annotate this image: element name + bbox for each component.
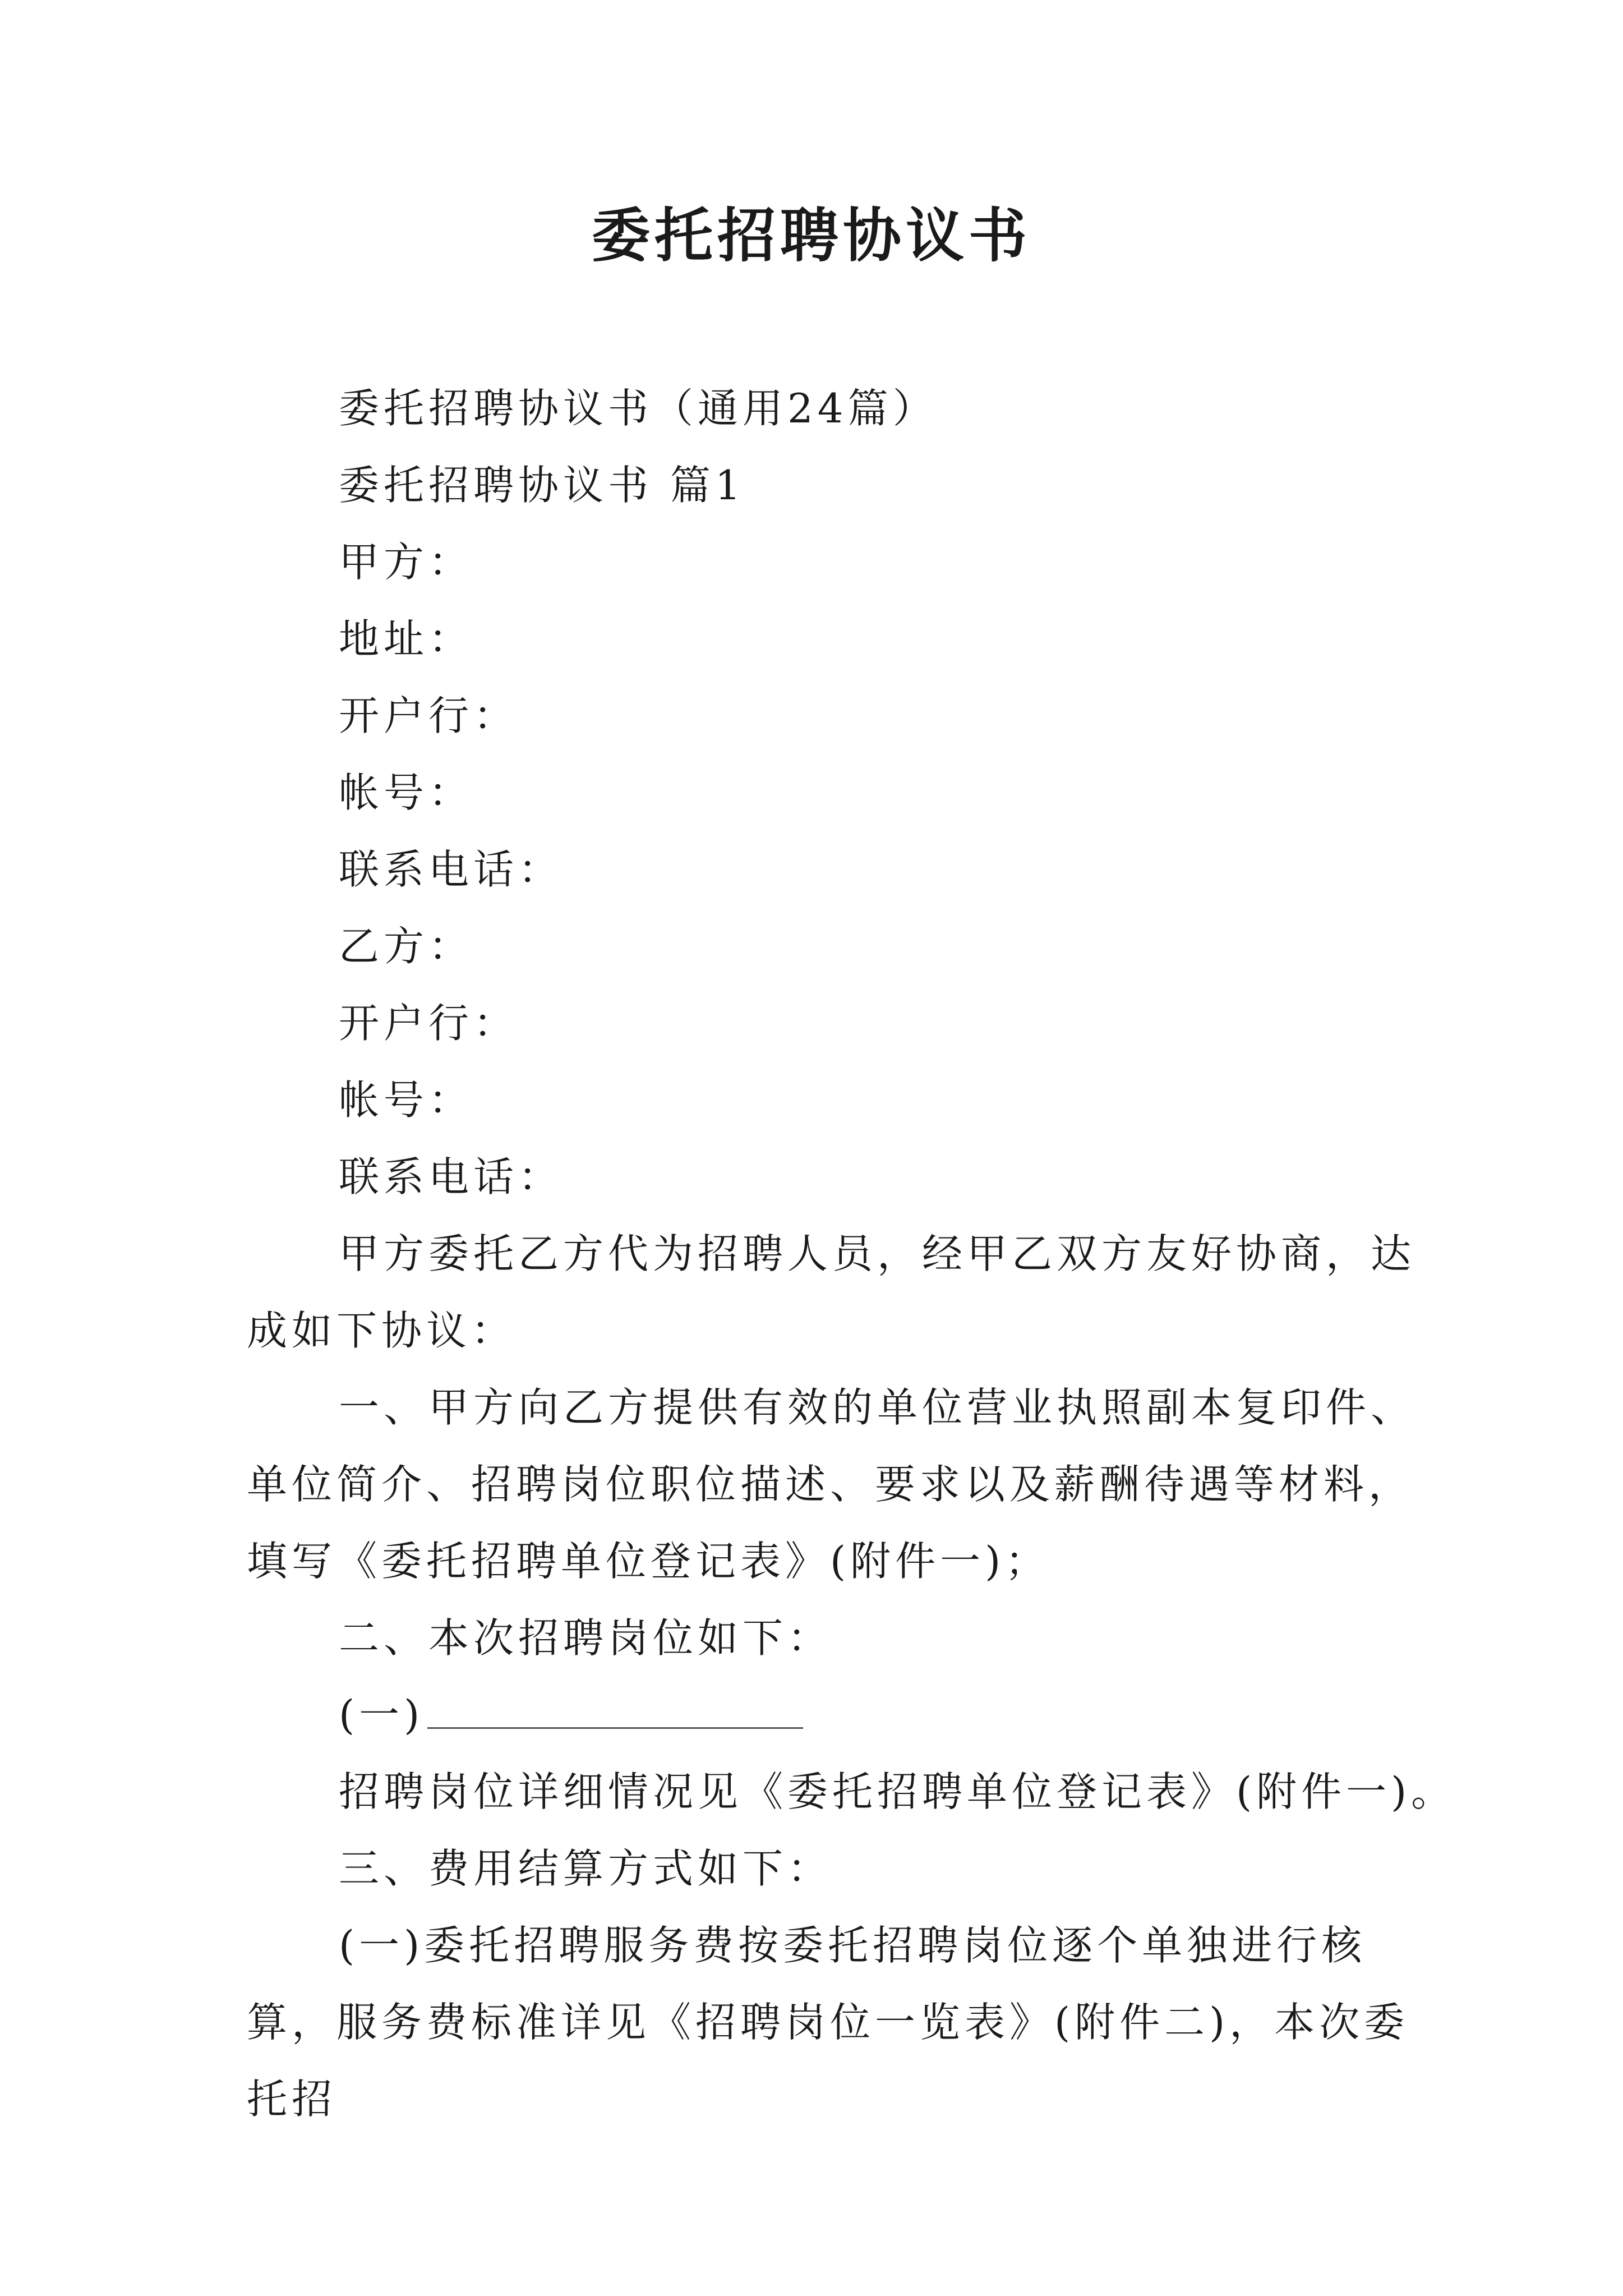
paragraph-clause-3: 三、费用结算方式如下：	[339, 1845, 833, 1892]
field-account-b: 帐号：	[339, 1076, 474, 1124]
paragraph-clause-1: 一、甲方向乙方提供有效的单位营业执照副本复印件、单位简介、招聘岗位职位描述、要求以及薪酬待遇等材料，填写《委托招聘单位登记表》(附件一)；	[247, 1384, 1416, 1585]
field-bank-a: 开户行：	[339, 692, 519, 739]
field-phone-b: 联系电话：	[339, 1153, 564, 1200]
paragraph-clause-2: 二、本次招聘岗位如下：	[339, 1614, 833, 1662]
paragraph-subtitle: 委托招聘协议书（通用24篇）	[339, 385, 938, 432]
paragraph-fee-item: (一)委托招聘服务费按委托招聘岗位逐个单独进行核算，服务费标准详见《招聘岗位一览表》(附件二)，本次委托招	[247, 1922, 1409, 2123]
field-bank-b: 开户行：	[339, 1000, 519, 1047]
field-party-b: 乙方：	[339, 923, 474, 970]
position-item-label: (一)	[339, 1691, 425, 1738]
field-account-a: 帐号：	[339, 769, 474, 816]
field-address: 地址：	[339, 615, 474, 662]
fill-in-blank	[427, 1694, 803, 1729]
paragraph-intro: 甲方委托乙方代为招聘人员，经甲乙双方友好协商，达成如下协议：	[247, 1230, 1416, 1354]
document-body	[247, 370, 1456, 2138]
field-phone-a: 联系电话：	[339, 846, 564, 893]
field-party-a: 甲方：	[339, 539, 474, 586]
paragraph-position-item	[247, 1677, 1447, 1754]
paragraph-section-heading: 委托招聘协议书 篇1	[339, 462, 745, 509]
paragraph-position-detail: 招聘岗位详细情况见《委托招聘单位登记表》(附件一)。	[339, 1768, 1456, 1815]
document-title: 委托招聘协议书	[591, 201, 1031, 270]
